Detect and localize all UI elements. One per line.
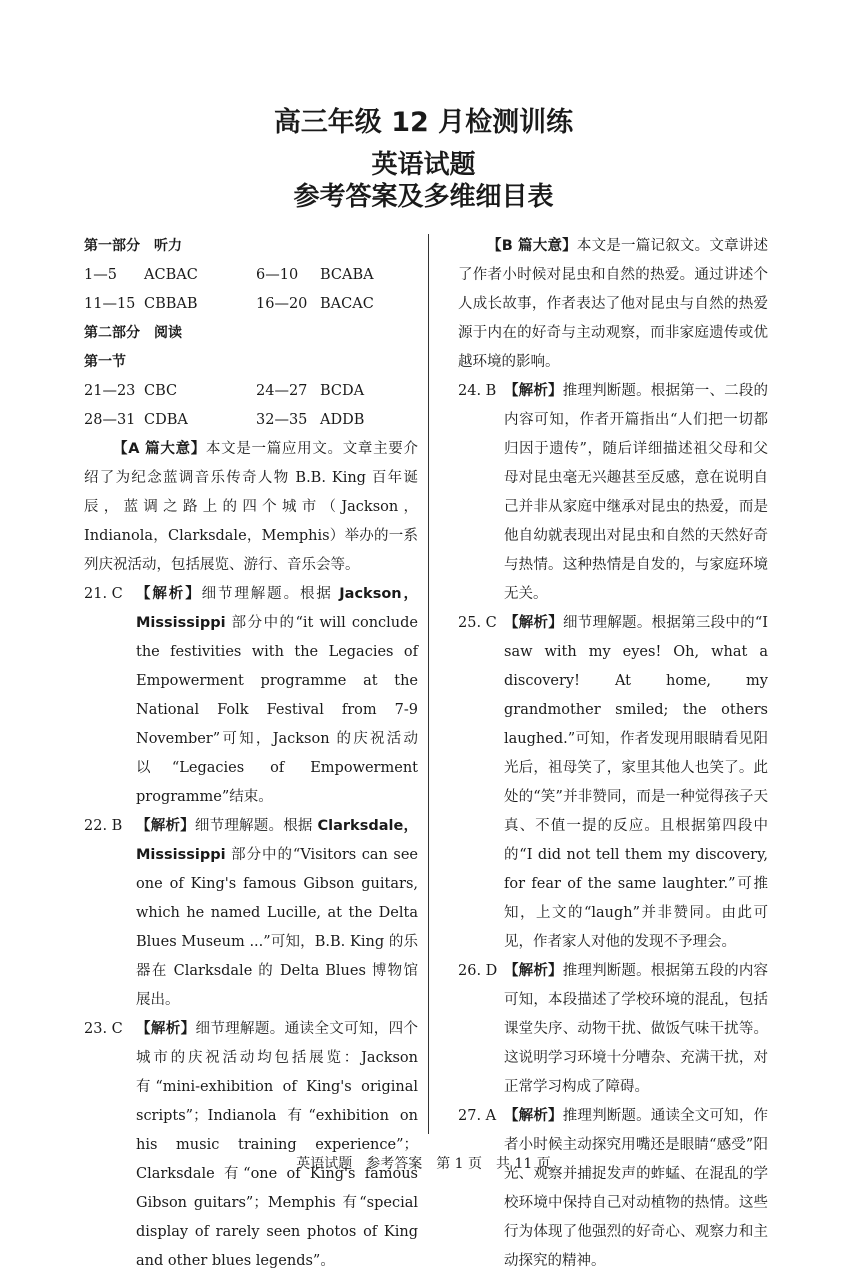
explanation-text: 推理判断题。根据第五段的内容可知，本段描述了学校环境的混乱，包括课堂失序、动物干扰、做饭气味干扰等。这说明学习环境十分嘈杂、充满干扰，对正常学习构成了障碍。	[504, 963, 769, 1095]
explanation-keyword: Jackson，Mississippi	[136, 586, 419, 631]
analysis-tag: 【解析】	[136, 818, 195, 834]
explanation-text: 细节理解题。根据第三段中的“I saw with my eyes! Oh, what a discovery! At home, my grandmother smiled; the others laughed.”可知，作者发现用眼睛看见阳光后，祖母笑了，家里其他人也笑了。此处的“笑”并非赞同，而是一种觉得孩子天真、不值一提的反应。且根据第四段中的“I did not tell them my discovery, for fear of the same laughter.”可推知，上文的“laugh”并非赞同。由此可见，作者家人对他的发现不予理会。	[504, 615, 769, 950]
document-subtitle: 参考答案及多维细目表	[293, 182, 554, 212]
answer-keys: CDBA	[144, 412, 188, 428]
answer-range: 11—15	[84, 296, 136, 312]
answer-explanation-26	[458, 957, 768, 1102]
explanation-text: 细节理解题。根据	[194, 818, 318, 834]
right-column	[458, 232, 768, 1276]
question-number: 21. C	[84, 586, 123, 602]
document-title: 高三年级 12 月检测训练	[273, 107, 574, 138]
answer-row	[84, 377, 418, 406]
document-subject: 英语试题	[371, 150, 476, 180]
question-number: 27. A	[458, 1108, 497, 1124]
analysis-tag: 【解析】	[136, 1021, 196, 1037]
page-footer: 英语试题 参考答案 第 1 页 共 11 页	[296, 1156, 551, 1172]
answer-explanation-24	[458, 377, 768, 609]
answer-range: 28—31	[84, 412, 136, 428]
column-divider	[428, 234, 429, 1134]
question-number: 23. C	[84, 1021, 123, 1037]
answer-range: 6—10	[256, 267, 299, 283]
explanation-keyword: Clarksdale，Mississippi	[136, 818, 419, 863]
analysis-tag: 【解析】	[504, 1108, 563, 1124]
question-number: 22. B	[84, 818, 123, 834]
answer-explanation-23	[84, 1015, 418, 1276]
answer-explanation-27	[458, 1102, 768, 1276]
explanation-text: 部分中的“it will conclude the festivities with the Legacies of Empowerment programme at the National Folk Festival from 7-9 November”可知，Jackson 的庆祝活动以“Legacies of Empowerment programme”结束。	[136, 615, 418, 805]
explanation-text: 细节理解题。通读全文可知，四个城市的庆祝活动均包括展览：Jackson 有“mini-exhibition of King's original scripts”；Indianola 有“exhibition on his music training experience”；Clarksdale 有“one of King's famous Gibson guitars”；Memphis 有“special display of rarely seen photos of King and other blues legends”。	[136, 1021, 419, 1269]
answer-explanation-21	[84, 580, 418, 812]
part1-heading: 第一部分 听力	[84, 238, 182, 254]
explanation-text: 细节理解题。根据	[201, 586, 340, 602]
explanation-text: 推理判断题。根据第一、二段的内容可知，作者开篇指出“人们把一切都归因于遗传”，随后详细描述祖父母和父母对昆虫毫无兴趣甚至反感，意在说明自己并非从家庭中继承对昆虫的热爱，而是他自幼就表现出对昆虫和自然的天然好奇与热情。这种热情是自发的，与家庭环境无关。	[504, 383, 769, 602]
question-number: 26. D	[458, 963, 498, 979]
answer-range: 16—20	[256, 296, 308, 312]
answer-range: 1—5	[84, 267, 117, 283]
question-number: 24. B	[458, 383, 497, 399]
left-column	[84, 232, 418, 1276]
answer-row	[84, 261, 418, 290]
answer-row	[84, 406, 418, 435]
answer-keys: ADDB	[320, 412, 365, 428]
answer-explanation-22	[84, 812, 418, 1015]
answer-range: 24—27	[256, 383, 308, 399]
question-number: 25. C	[458, 615, 497, 631]
analysis-tag: 【解析】	[504, 383, 563, 399]
answer-explanation-25	[458, 609, 768, 957]
explanation-text: 部分中的“Visitors can see one of King's famous Gibson guitars, which he named Lucille, at the Delta Blues Museum ...”可知，B.B. King 的乐器在 Clarksdale 的 Delta Blues 博物馆展出。	[136, 847, 418, 1008]
answer-keys: BCABA	[320, 267, 374, 283]
answer-row	[84, 290, 418, 319]
analysis-tag: 【解析】	[504, 963, 563, 979]
explanation-text: 推理判断题。通读全文可知，作者小时候主动探究用嘴还是眼睛“感受”阳光、观察并捕捉发声的蚱蜢、在混乱的学校环境中保持自己对动植物的热情。这些行为体现了他强烈的好奇心、观察力和主动探究的精神。	[504, 1108, 769, 1269]
passage-a-summary	[84, 435, 418, 580]
answer-keys: BACAC	[320, 296, 374, 312]
part2-heading: 第二部分 阅读	[84, 325, 182, 341]
passage-tag: 【A 篇大意】	[113, 441, 206, 457]
section-heading: 第一节	[84, 354, 126, 370]
passage-text: 本文是一篇应用文。文章主要介绍了为纪念蓝调音乐传奇人物 B.B. King 百年诞辰，蓝调之路上的四个城市（Jackson，Indianola，Clarksdale，Memphis）举办的一系列庆祝活动，包括展览、游行、音乐会等。	[84, 441, 418, 573]
answer-keys: ACBAC	[144, 267, 198, 283]
answer-range: 21—23	[84, 383, 136, 399]
answer-keys: BCDA	[320, 383, 365, 399]
analysis-tag: 【解析】	[504, 615, 564, 631]
passage-b-summary	[458, 232, 768, 377]
passage-text: 本文是一篇记叙文。文章讲述了作者小时候对昆虫和自然的热爱。通过讲述个人成长故事，作者表达了他对昆虫与自然的热爱源于内在的好奇与主动观察，而非家庭遗传或优越环境的影响。	[458, 238, 768, 370]
answer-keys: CBC	[144, 383, 178, 399]
passage-tag: 【B 篇大意】	[487, 238, 577, 254]
answer-keys: CBBAB	[144, 296, 198, 312]
analysis-tag: 【解析】	[136, 586, 202, 602]
answer-range: 32—35	[256, 412, 308, 428]
